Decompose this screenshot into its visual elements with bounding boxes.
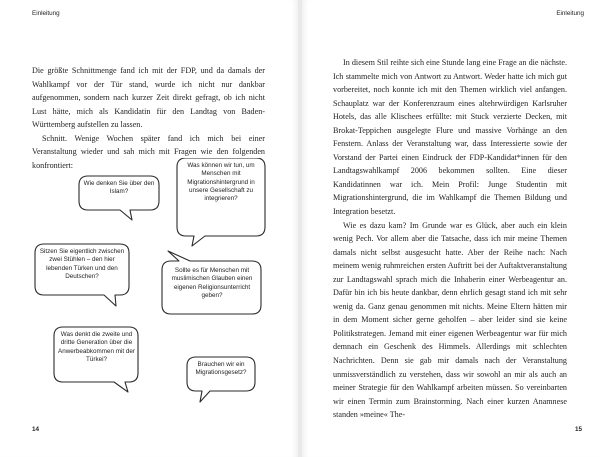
- paragraph: Die größte Schnittmenge fand ich mit der FDP, und da damals der Wahlkampf vor der Tür stand, wurde ich nicht nur dankbar aufgenommen, sondern nach kurzer Zeit direkt gefragt, ob ich nicht Lust hätte, mich als Kandidatin für den Landtag von Baden-Württemberg aufstellen zu lassen.: [32, 66, 265, 130]
- speech-bubble-text: Wie denken Sie über den Islam?: [83, 180, 155, 196]
- page-number-left: 14: [32, 426, 40, 433]
- speech-bubble-text: Sollte es für Menschen mit muslimischen Glauben einen eigenen Religionsunterricht geben?: [171, 267, 253, 299]
- page-number-right: 15: [574, 426, 582, 433]
- left-body-text: [32, 64, 265, 172]
- left-page: [0, 0, 298, 457]
- right-body-text: [333, 56, 567, 422]
- speech-bubble-illustration: [0, 158, 298, 418]
- right-page: [302, 0, 600, 457]
- speech-bubble-text: Was können wir tun, um Menschen mit Migrationshintergrund in unsere Gesellschaft zu integrieren?: [187, 162, 255, 203]
- paragraph: In diesem Stil reihte sich eine Stunde lang eine Frage an die nächste. Ich stammelte mich von Antwort zu Antwort. Weder hatte ich mich gut vorbereitet, noch konnte ich mit den Themen wirklich viel anfangen. Schauplatz war der Konferenzraum eines altehrwürdigen Karlsruher Hotels, das alle Klischees erfüllte: mit Stuck verzierte Decken, mit Brokat-Teppichen ausgelegte Flure und massive Vorhänge an den Fenstern. Anlass der Veranstaltung war, dass Interessierte sowie der Vorstand der Partei einen Eindruck der FDP-Kandidat*innen für den Landtagswahlkampf 2006 bekommen sollten. Eine dieser Kandidatinnen war ich. Mein Profil: Junge Studentin mit Migrationshintergrund, die im Wahlkampf die Themen Bildung und Integration besetzt.: [333, 58, 567, 217]
- running-head-left: Einleitung: [32, 10, 60, 17]
- paragraph: Wie es dazu kam? Im Grunde war es Glück, aber auch ein klein wenig Pech. Vor allem aber die Tatsache, dass ich mir meine Themen damals nicht selbst ausgesucht hatte. Aber der Reihe nach: Nach meinem wenig ruhmreichen ersten Auftritt bei der Auftaktveranstaltung zur Landtagswahl sprach mich die Inhaberin einer Werbeagentur an. Dafür bin ich bis heute dankbar, denn ehrlich gesagt stand ich mit sehr wenig da. Ganz genau genommen mit nichts. Meine Eltern hätten mir in dem Moment sicher gerne geholfen – aber leider sind sie keine Politikstrategen. Jemand mit einer eigenen Werbeagentur war für mich demnach ein Geschenk des Himmels. Allerdings mit schlechten Nachrichten. Denn sie gab mir damals nach der Veranstaltung unmissverständlich zu verstehen, dass wir sowohl an mir als auch an meiner Strategie für den Wahlkampf arbeiten müssen. So vereinbarten wir einen Termin zum Brainstorming. Nach einer kurzen Anamnese standen »meine« The-: [333, 220, 567, 420]
- paragraph: Schnitt. Wenige Wochen später fand ich mich bei einer Veranstaltung wieder und sah mich mit Fragen wie den folgenden konfrontiert:: [32, 133, 265, 170]
- speech-bubble-text: Was denkt die zweite und dritte Generation über die Anwerbeabkommen mit der Türkei?: [58, 331, 135, 363]
- speech-bubble-text: Brauchen wir ein Migrationsgesetz?: [195, 361, 247, 377]
- speech-bubble-text: Sitzen Sie eigentlich zwischen zwei Stühlen – den hier lebenden Türken und den Deutschen?: [39, 248, 125, 280]
- running-head-right: Einleitung: [556, 10, 584, 17]
